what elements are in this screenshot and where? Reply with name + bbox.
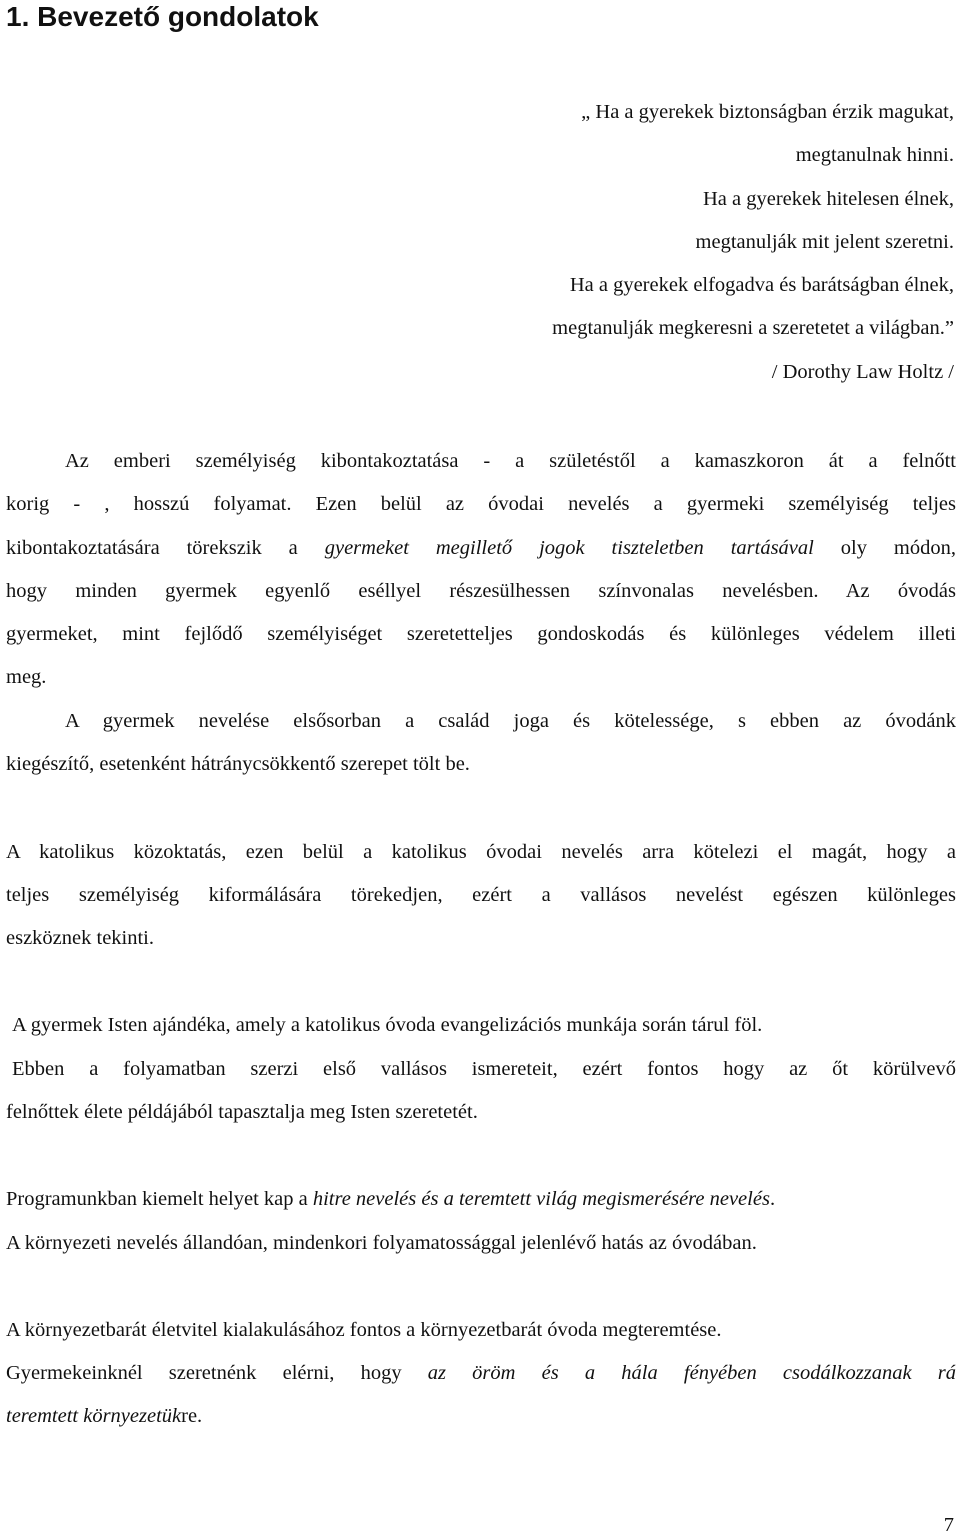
- paragraph-line: gyermeket, mint fejlődő személyiséget szeretetteljes gondoskodás és különleges védelem illeti: [6, 623, 956, 645]
- paragraph-line: A gyermek Isten ajándéka, amely a katolikus óvoda evangelizációs munkája során tárul föl.: [12, 1014, 763, 1036]
- paragraph-line: meg.: [6, 666, 47, 688]
- page-title: 1. Bevezető gondolatok: [6, 1, 319, 32]
- paragraph-line: eszköznek tekinti.: [6, 927, 155, 949]
- paragraph-line: hogy minden gyermek egyenlő eséllyel részesülhessen színvonalas nevelésben. Az óvodás: [6, 580, 956, 602]
- poem-line: megtanulják megkeresni a szeretetet a világban.”: [552, 317, 954, 340]
- paragraph-line: korig - , hosszú folyamat. Ezen belül az óvodai nevelés a gyermeki személyiség teljes: [6, 493, 956, 515]
- text-run: kibontakoztatására törekszik a: [6, 537, 298, 559]
- paragraph-line: [6, 1184, 775, 1214]
- italic-emphasis: az öröm és a hála fényében csodálkozzanak rá: [427, 1362, 957, 1384]
- paragraph-line: [6, 1358, 956, 1388]
- page-number: 7: [943, 1514, 954, 1536]
- paragraph-line: [6, 533, 956, 563]
- poem-line: Ha a gyerekek elfogadva és barátságban élnek,: [569, 274, 954, 297]
- poem-line: megtanulnak hinni.: [795, 144, 954, 167]
- poem-author: / Dorothy Law Holtz /: [771, 360, 954, 383]
- paragraph-line: A gyermek nevelése elsősorban a család joga és kötelessége, s ebben az óvodánk: [65, 710, 956, 732]
- paragraph-line: felnőttek élete példájából tapasztalja meg Isten szeretetét.: [6, 1101, 478, 1123]
- paragraph-line: A környezetbarát életvitel kialakulásához fontos a környezetbarát óvoda megteremtése.: [6, 1319, 722, 1341]
- paragraph-line: kiegészítő, esetenként hátránycsökkentő szerepet tölt be.: [6, 753, 470, 775]
- text-run: re.: [181, 1405, 203, 1427]
- paragraph-line: teljes személyiség kiformálására törekedjen, ezért a vallásos nevelést egészen különleges: [6, 884, 956, 906]
- italic-emphasis: gyermeket megillető jogok tiszteletben tartásával: [324, 537, 814, 559]
- poem-line: Ha a gyerekek hitelesen élnek,: [702, 187, 954, 210]
- poem-line: „ Ha a gyerekek biztonságban érzik magukat,: [581, 101, 954, 123]
- poem-line: megtanulják mit jelent szeretni.: [695, 230, 954, 253]
- italic-emphasis: teremtett környezetük: [6, 1405, 182, 1427]
- paragraph-line: Az emberi személyiség kibontakoztatása - a születéstől a kamaszkoron át a felnőtt: [65, 450, 956, 472]
- motto-poem: [552, 94, 954, 397]
- text-run: .: [769, 1188, 776, 1210]
- text-run: oly módon,: [840, 537, 956, 559]
- italic-emphasis: hitre nevelés és a teremtett világ megismerésére nevelés: [312, 1188, 770, 1210]
- paragraph-line: [6, 1401, 202, 1431]
- paragraph-line: A környezeti nevelés állandóan, mindenkori folyamatossággal jelenlévő hatás az óvodában.: [6, 1232, 757, 1254]
- paragraph-line: Ebben a folyamatban szerzi első vallásos ismereteit, ezért fontos hogy az őt körülvevő: [12, 1058, 956, 1080]
- text-run: Programunkban kiemelt helyet kap a: [6, 1188, 308, 1210]
- paragraph-line: A katolikus közoktatás, ezen belül a katolikus óvodai nevelés arra kötelezi el magát, hogy a: [6, 841, 956, 863]
- text-run: Gyermekeinknél szeretnénk elérni, hogy: [6, 1362, 402, 1384]
